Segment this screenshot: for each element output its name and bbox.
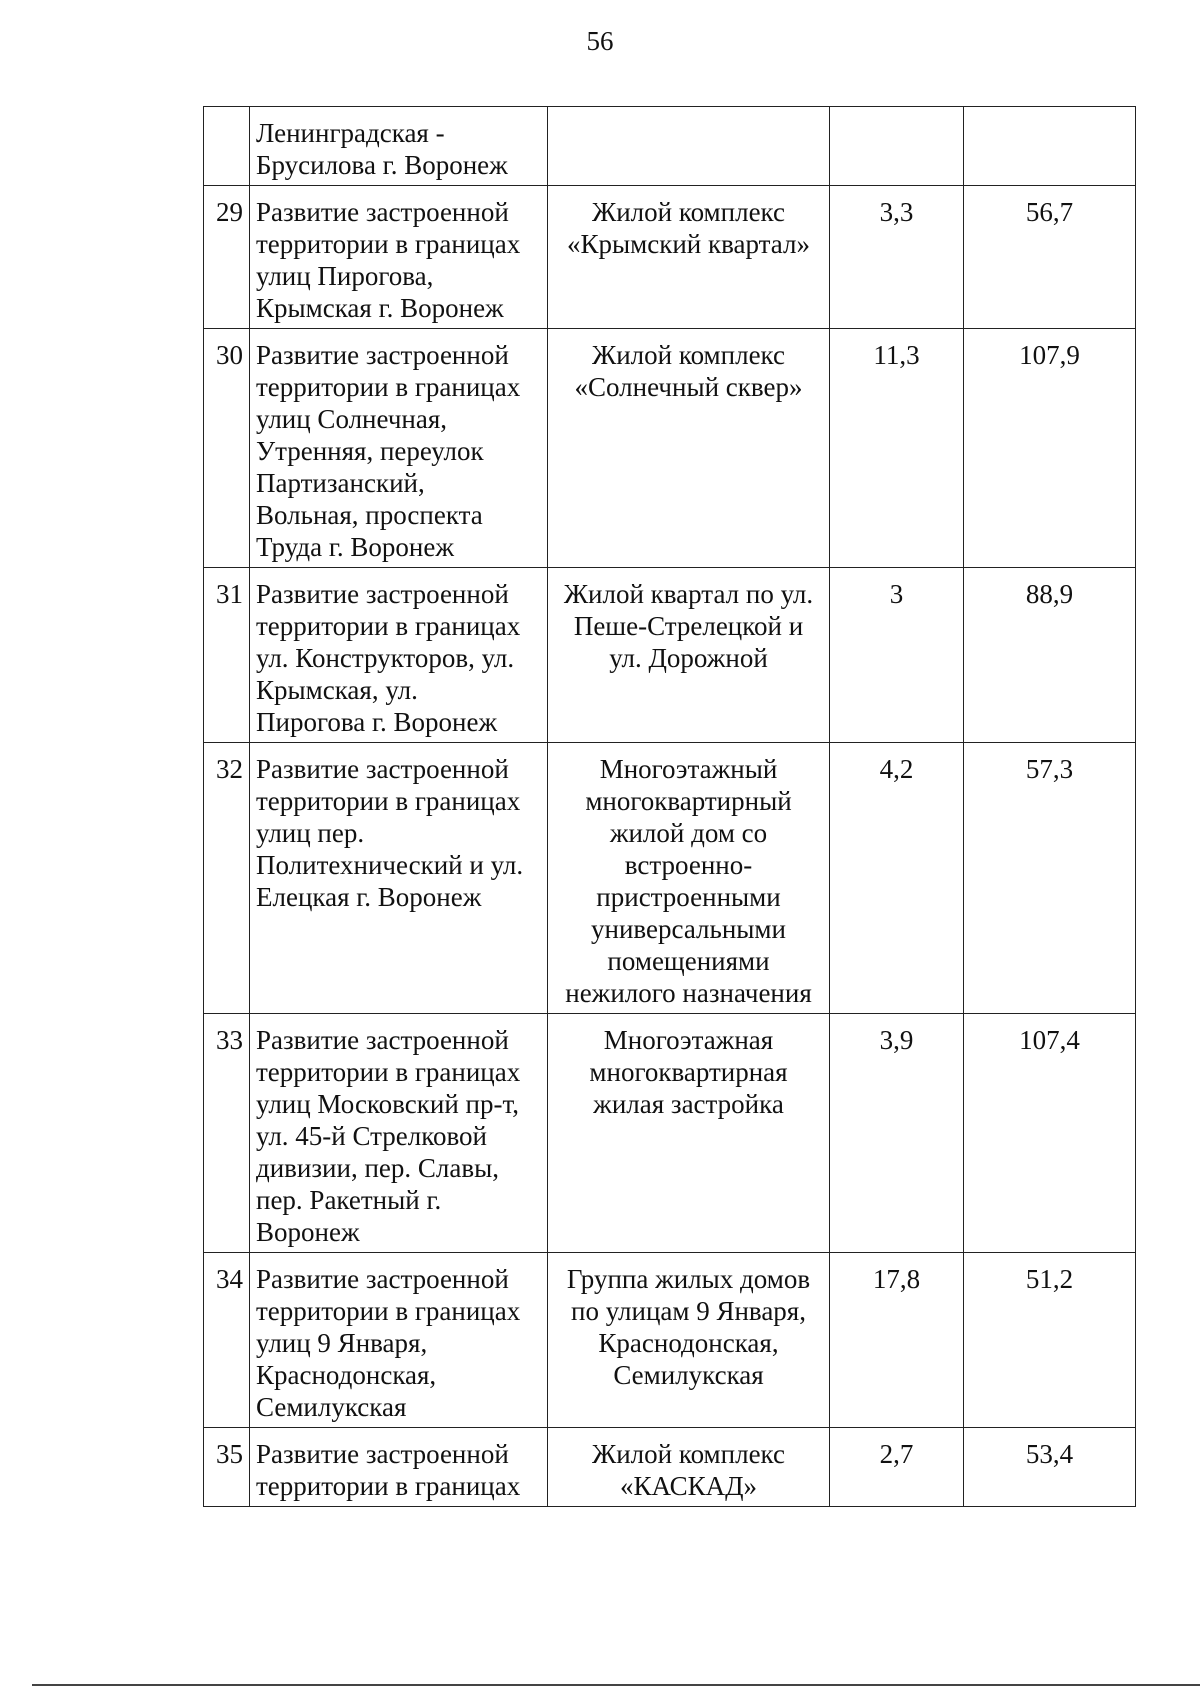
table-row: [204, 1428, 1136, 1507]
value-b-cell: 53,4: [964, 1428, 1136, 1507]
object-description-cell: Многоэтажный многоквартирный жилой дом со встроенно- пристроенными универсальными помещениями нежилого назначения: [548, 743, 830, 1014]
object-description-cell: Многоэтажная многоквартирная жилая застройка: [548, 1014, 830, 1253]
value-a-cell: 2,7: [830, 1428, 964, 1507]
table-body: [204, 107, 1136, 1507]
territory-name-cell: Развитие застроенной территории в границах улиц Московский пр-т, ул. 45-й Стрелковой дивизии, пер. Славы, пер. Ракетный г. Воронеж: [250, 1014, 548, 1253]
territory-name-cell: Развитие застроенной территории в границах: [250, 1428, 548, 1507]
table-row: [204, 107, 1136, 186]
object-description-cell: Жилой комплекс «Солнечный сквер»: [548, 329, 830, 568]
table-row: [204, 329, 1136, 568]
row-number-cell: 29: [204, 186, 250, 329]
row-number-cell: 35: [204, 1428, 250, 1507]
value-b-cell: 107,4: [964, 1014, 1136, 1253]
value-b-cell: 107,9: [964, 329, 1136, 568]
object-description-cell: Жилой комплекс «Крымский квартал»: [548, 186, 830, 329]
table-row: [204, 568, 1136, 743]
value-a-cell: [830, 107, 964, 186]
row-number-cell: 33: [204, 1014, 250, 1253]
value-b-cell: 56,7: [964, 186, 1136, 329]
bottom-rule: [32, 1684, 1200, 1686]
value-a-cell: 3,3: [830, 186, 964, 329]
territory-name-cell: Развитие застроенной территории в границах улиц Солнечная, Утренняя, переулок Партизанский, Вольная, проспекта Труда г. Воронеж: [250, 329, 548, 568]
value-a-cell: 3,9: [830, 1014, 964, 1253]
page-number: 56: [586, 26, 614, 56]
row-number-cell: [204, 107, 250, 186]
value-a-cell: 11,3: [830, 329, 964, 568]
value-b-cell: 88,9: [964, 568, 1136, 743]
row-number-cell: 34: [204, 1253, 250, 1428]
value-b-cell: [964, 107, 1136, 186]
territory-name-cell: Развитие застроенной территории в границах улиц Пирогова, Крымская г. Воронеж: [250, 186, 548, 329]
territory-name-cell: Развитие застроенной территории в границах улиц 9 Января, Краснодонская, Семилукская: [250, 1253, 548, 1428]
value-b-cell: 51,2: [964, 1253, 1136, 1428]
document-table: [203, 106, 1136, 1507]
territory-name-cell: Ленинградская - Брусилова г. Воронеж: [250, 107, 548, 186]
territory-name-cell: Развитие застроенной территории в границах ул. Конструкторов, ул. Крымская, ул. Пирогова г. Воронеж: [250, 568, 548, 743]
value-a-cell: 3: [830, 568, 964, 743]
object-description-cell: Жилой комплекс «КАСКАД»: [548, 1428, 830, 1507]
table-row: [204, 1253, 1136, 1428]
value-a-cell: 4,2: [830, 743, 964, 1014]
table-row: [204, 1014, 1136, 1253]
table-row: [204, 743, 1136, 1014]
value-a-cell: 17,8: [830, 1253, 964, 1428]
territory-name-cell: Развитие застроенной территории в границах улиц пер. Политехнический и ул. Елецкая г. Воронеж: [250, 743, 548, 1014]
object-description-cell: Жилой квартал по ул. Пеше-Стрелецкой и ул. Дорожной: [548, 568, 830, 743]
row-number-cell: 32: [204, 743, 250, 1014]
object-description-cell: Группа жилых домов по улицам 9 Января, Краснодонская, Семилукская: [548, 1253, 830, 1428]
table-row: [204, 186, 1136, 329]
row-number-cell: 30: [204, 329, 250, 568]
row-number-cell: 31: [204, 568, 250, 743]
object-description-cell: [548, 107, 830, 186]
value-b-cell: 57,3: [964, 743, 1136, 1014]
